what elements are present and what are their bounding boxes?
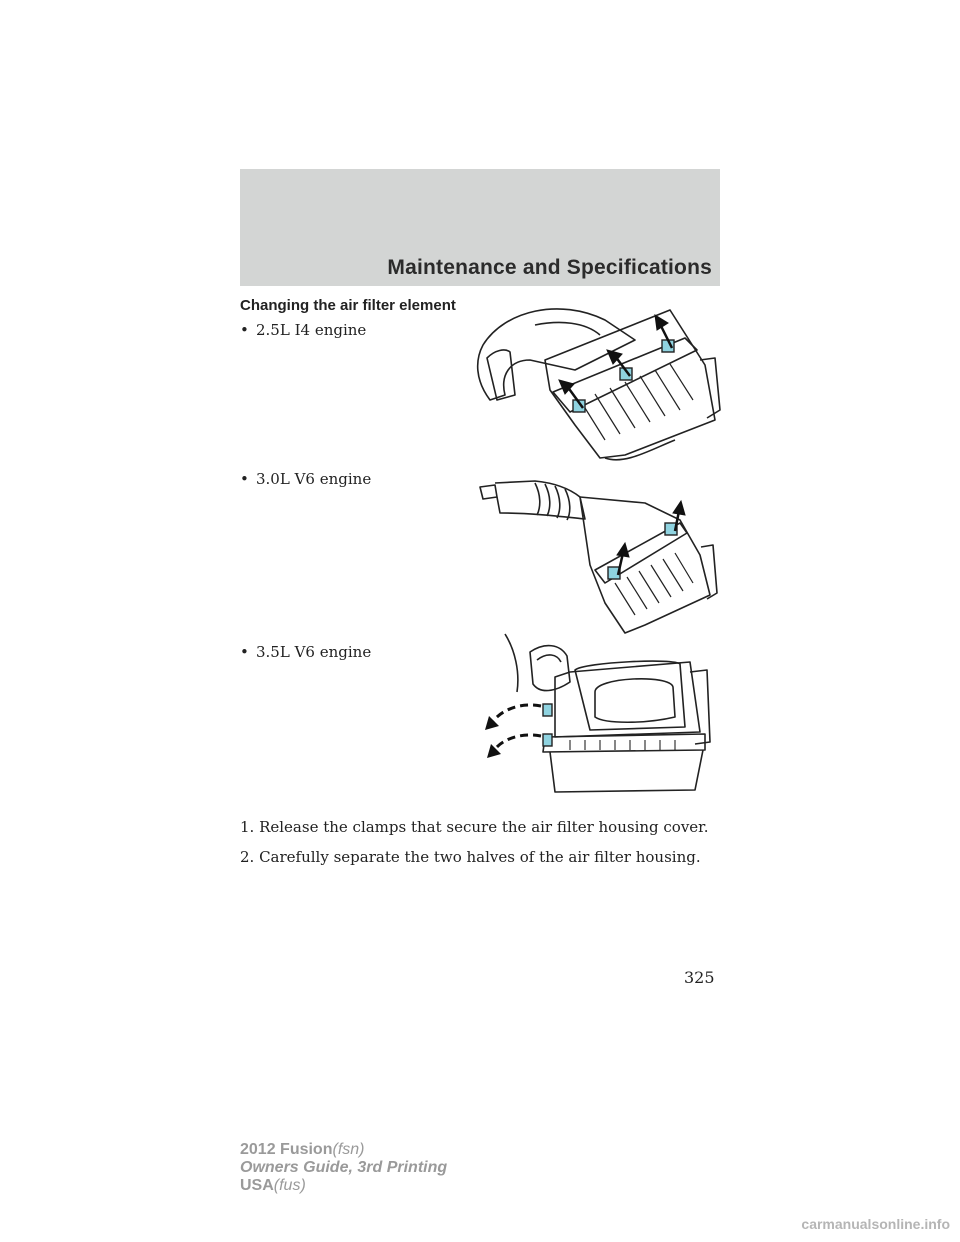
bullet-engine-2-5l	[240, 321, 366, 339]
bullet-symbol: •	[240, 643, 249, 661]
arrow-head	[485, 716, 499, 730]
air-filter-housing-2-5l-illustration	[475, 300, 725, 465]
housing-clip	[543, 734, 552, 746]
bullet-text: 3.0L V6 engine	[256, 470, 372, 488]
document-footer	[240, 1141, 447, 1195]
site-watermark: carmanualsonline.info	[801, 1216, 950, 1232]
bullet-engine-3-5l	[240, 643, 371, 661]
bullet-symbol: •	[240, 470, 249, 488]
step-2-text: 2. Carefully separate the two halves of the air filter housing.	[240, 848, 701, 866]
step-1-text: 1. Release the clamps that secure the air filter housing cover.	[240, 818, 709, 836]
bullet-symbol: •	[240, 321, 249, 339]
bullet-text: 3.5L V6 engine	[256, 643, 372, 661]
subsection-heading: Changing the air filter element	[240, 297, 456, 314]
footer-model: 2012 Fusion	[240, 1141, 333, 1158]
footer-model-code: (fsn)	[332, 1141, 365, 1158]
footer-market: USA	[240, 1177, 274, 1194]
footer-guide-edition: Owners Guide, 3rd Printing	[240, 1159, 448, 1176]
air-filter-housing-3-5l-illustration	[475, 632, 725, 802]
bullet-engine-3-0l	[240, 470, 371, 488]
air-filter-housing-3-0l-illustration	[475, 475, 725, 640]
page-number: 325	[684, 968, 715, 987]
bullet-text: 2.5L I4 engine	[256, 321, 367, 339]
section-header-band	[240, 169, 720, 286]
footer-market-code: (fus)	[273, 1177, 306, 1194]
section-title: Maintenance and Specifications	[387, 256, 712, 279]
housing-clip	[543, 704, 552, 716]
